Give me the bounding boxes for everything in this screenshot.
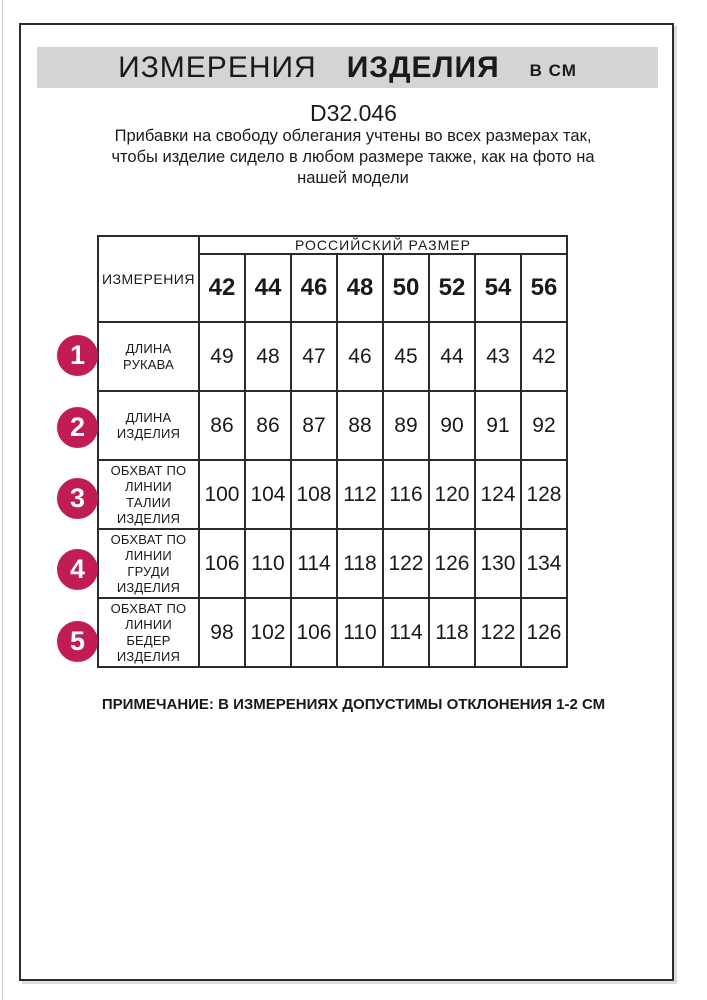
cell-value: 114 [383, 598, 429, 667]
row-label: ОБХВАТ ПО ЛИНИИ ГРУДИ ИЗДЕЛИЯ [98, 529, 199, 598]
cell-value: 108 [291, 460, 337, 529]
size-col-header: 50 [383, 254, 429, 322]
cell-value: 124 [475, 460, 521, 529]
russian-size-group-header: РОССИЙСКИЙ РАЗМЕР [199, 236, 567, 254]
cell-value: 126 [521, 598, 567, 667]
cell-value: 104 [245, 460, 291, 529]
size-col-header: 44 [245, 254, 291, 322]
cell-value: 106 [199, 529, 245, 598]
cell-value: 86 [199, 391, 245, 460]
title-band [37, 47, 658, 88]
cell-value: 86 [245, 391, 291, 460]
row-label: ДЛИНА ИЗДЕЛИЯ [98, 391, 199, 460]
cell-value: 42 [521, 322, 567, 391]
size-col-header: 52 [429, 254, 475, 322]
cell-value: 102 [245, 598, 291, 667]
cell-value: 110 [337, 598, 383, 667]
cell-value: 87 [291, 391, 337, 460]
cell-value: 45 [383, 322, 429, 391]
cell-value: 126 [429, 529, 475, 598]
table-row-hip-girth [98, 598, 567, 667]
product-code: D32.046 [310, 100, 397, 126]
cell-value: 100 [199, 460, 245, 529]
measurements-column-header: ИЗМЕРЕНИЯ [98, 236, 199, 322]
cell-value: 134 [521, 529, 567, 598]
size-col-header: 42 [199, 254, 245, 322]
row-number-badge: 5 [57, 621, 98, 662]
cell-value: 92 [521, 391, 567, 460]
cell-value: 122 [383, 529, 429, 598]
row-label: ДЛИНА РУКАВА [98, 322, 199, 391]
cell-value: 89 [383, 391, 429, 460]
title-measurements: ИЗМЕРЕНИЯ [118, 50, 317, 84]
cell-value: 47 [291, 322, 337, 391]
table-row-sleeve-length [98, 322, 567, 391]
row-number-badge: 3 [57, 478, 98, 519]
title-product: ИЗДЕЛИЯ [346, 50, 500, 84]
page-edge-line [2, 0, 3, 1000]
table-row-chest-girth [98, 529, 567, 598]
footer-note: ПРИМЕЧАНИЕ: В ИЗМЕРЕНИЯХ ДОПУСТИМЫ ОТКЛОНЕНИЯ 1-2 СМ [101, 696, 606, 713]
size-col-header: 46 [291, 254, 337, 322]
product-description: Прибавки на свободу облегания учтены во всех размерах так, чтобы изделие сидело в любом размере также, как на фото на нашей модели [111, 127, 595, 187]
size-col-header: 48 [337, 254, 383, 322]
cell-value: 118 [429, 598, 475, 667]
cell-value: 44 [429, 322, 475, 391]
cell-value: 49 [199, 322, 245, 391]
cell-value: 43 [475, 322, 521, 391]
cell-value: 110 [245, 529, 291, 598]
cell-value: 98 [199, 598, 245, 667]
cell-value: 112 [337, 460, 383, 529]
cell-value: 88 [337, 391, 383, 460]
size-col-header: 56 [521, 254, 567, 322]
cell-value: 122 [475, 598, 521, 667]
cell-value: 120 [429, 460, 475, 529]
size-table [97, 235, 568, 668]
size-col-header: 54 [475, 254, 521, 322]
row-number-badge: 4 [57, 549, 98, 590]
table-row-waist-girth [98, 460, 567, 529]
cell-value: 128 [521, 460, 567, 529]
title-units: В СМ [529, 60, 577, 80]
cell-value: 48 [245, 322, 291, 391]
cell-value: 106 [291, 598, 337, 667]
cell-value: 116 [383, 460, 429, 529]
cell-value: 91 [475, 391, 521, 460]
table-row-item-length [98, 391, 567, 460]
row-number-badge: 2 [57, 407, 98, 448]
cell-value: 114 [291, 529, 337, 598]
row-number-badge: 1 [57, 335, 98, 376]
row-label: ОБХВАТ ПО ЛИНИИ БЕДЕР ИЗДЕЛИЯ [98, 598, 199, 667]
row-label: ОБХВАТ ПО ЛИНИИ ТАЛИИ ИЗДЕЛИЯ [98, 460, 199, 529]
cell-value: 90 [429, 391, 475, 460]
table-header-group-row [98, 236, 567, 254]
cell-value: 130 [475, 529, 521, 598]
cell-value: 46 [337, 322, 383, 391]
cell-value: 118 [337, 529, 383, 598]
